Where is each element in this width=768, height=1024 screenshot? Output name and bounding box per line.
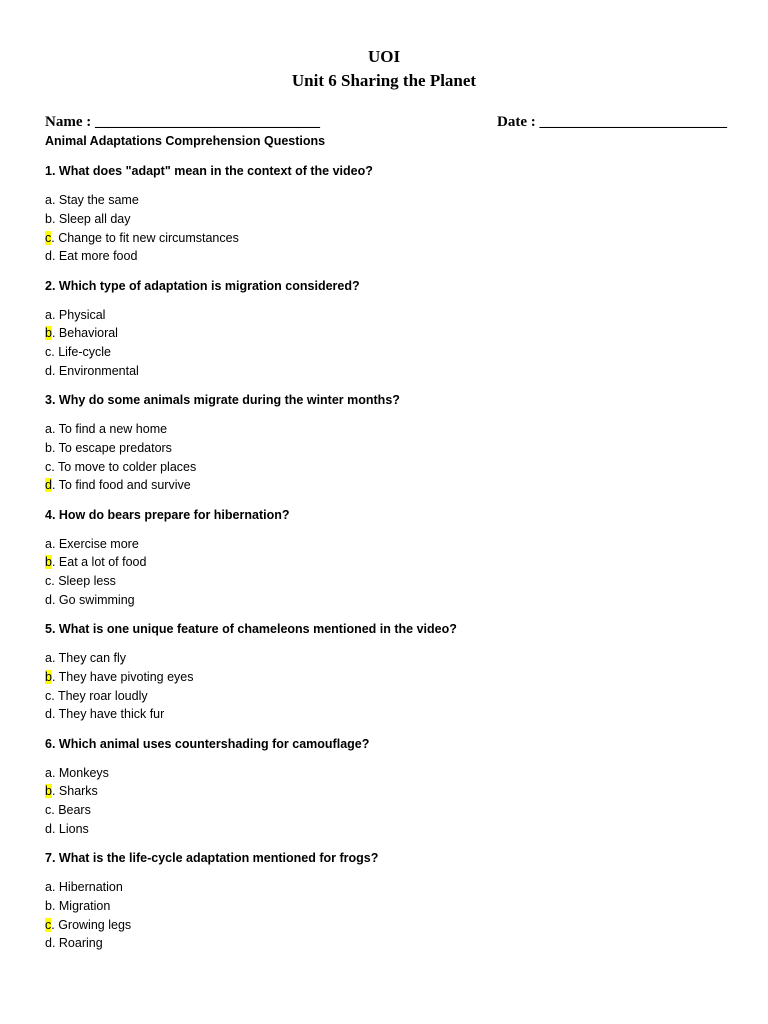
- option-text: . Environmental: [51, 363, 139, 378]
- question-block: [45, 735, 735, 850]
- correct-answer-highlight: d: [45, 478, 52, 493]
- question-text: 1. What does "adapt" mean in the context of the video?: [45, 164, 373, 178]
- correct-answer-highlight: b: [45, 555, 52, 570]
- option-text: . Stay the same: [51, 193, 139, 207]
- question-block: [45, 849, 735, 964]
- answer-option: [45, 553, 735, 572]
- option-letter: b: [45, 440, 52, 455]
- option-text: . Physical: [51, 307, 106, 322]
- option-text: . Behavioral: [51, 326, 118, 341]
- option-text: . Sharks: [51, 784, 98, 799]
- answer-option: [45, 897, 735, 916]
- question-block: [45, 162, 735, 277]
- answer-option: [45, 878, 735, 897]
- worksheet-subtitle: Animal Adaptations Comprehension Questions: [45, 134, 326, 148]
- question-block: [45, 391, 735, 506]
- answer-option: [45, 535, 735, 554]
- answer-option: [45, 191, 735, 210]
- option-letter: c: [45, 803, 52, 818]
- option-letter: c: [45, 688, 52, 703]
- correct-answer-highlight: b: [45, 669, 52, 684]
- answer-option: [45, 420, 735, 439]
- answer-option: [45, 591, 735, 610]
- answer-option: [45, 572, 735, 591]
- option-letter: d: [45, 707, 52, 722]
- option-letter: c: [45, 459, 52, 474]
- correct-answer-highlight: b: [45, 784, 52, 799]
- answer-option: [45, 343, 735, 362]
- option-text: . Exercise more: [51, 536, 139, 551]
- option-text: . Change to fit new circumstances: [51, 230, 239, 245]
- answer-option: [45, 362, 735, 381]
- answer-option: [45, 649, 735, 668]
- option-letter: a: [45, 193, 52, 207]
- answer-option: [45, 458, 735, 477]
- page-title: UOI: [367, 47, 401, 66]
- question-list: [45, 162, 735, 964]
- option-letter: a: [45, 536, 52, 551]
- option-text: . Growing legs: [51, 917, 132, 932]
- option-letter: a: [45, 880, 52, 894]
- name-field: Name : ______________________________: [45, 114, 320, 130]
- question-text: 6. Which animal uses countershading for camouflage?: [45, 736, 370, 751]
- option-text: . Eat more food: [51, 249, 138, 264]
- option-text: . Sleep all day: [51, 211, 131, 226]
- correct-answer-highlight: c: [45, 917, 52, 932]
- question-block: [45, 620, 735, 735]
- question-text: 2. Which type of adaptation is migration considered?: [45, 278, 360, 293]
- option-text: . Roaring: [51, 936, 103, 951]
- answer-option: [45, 916, 735, 935]
- answer-option: [45, 476, 735, 495]
- option-letter: c: [45, 345, 52, 360]
- date-field: Date : _________________________: [497, 114, 727, 130]
- answer-option: [45, 764, 735, 783]
- option-letter: b: [45, 211, 52, 226]
- option-text: . They have pivoting eyes: [51, 669, 194, 684]
- answer-option: [45, 687, 735, 706]
- option-letter: d: [45, 363, 52, 378]
- option-text: . Life-cycle: [51, 345, 111, 360]
- answer-option: [45, 229, 735, 248]
- option-letter: d: [45, 821, 52, 836]
- option-text: . They roar loudly: [51, 688, 148, 703]
- option-text: . Eat a lot of food: [51, 555, 147, 570]
- correct-answer-highlight: c: [45, 230, 52, 245]
- answer-option: [45, 782, 735, 801]
- answer-option: [45, 801, 735, 820]
- answer-option: [45, 324, 735, 343]
- question-text: 3. Why do some animals migrate during the winter months?: [45, 393, 400, 407]
- option-letter: a: [45, 422, 52, 436]
- option-text: . To find a new home: [51, 422, 168, 436]
- option-letter: c: [45, 574, 52, 589]
- answer-option: [45, 934, 735, 953]
- option-text: . They have thick fur: [51, 707, 165, 722]
- question-text: 4. How do bears prepare for hibernation?: [45, 507, 290, 522]
- option-text: . Migration: [51, 898, 111, 913]
- question-text: 7. What is the life-cycle adaptation mentioned for frogs?: [45, 851, 379, 865]
- option-letter: b: [45, 898, 52, 913]
- option-letter: a: [45, 307, 52, 322]
- option-text: . Lions: [51, 821, 89, 836]
- option-letter: d: [45, 936, 52, 951]
- option-letter: a: [45, 651, 52, 665]
- option-text: . Sleep less: [51, 574, 116, 589]
- answer-option: [45, 210, 735, 229]
- answer-option: [45, 247, 735, 266]
- option-text: . To move to colder places: [51, 459, 197, 474]
- option-letter: d: [45, 592, 52, 607]
- option-text: . They can fly: [51, 651, 127, 665]
- unit-title: Unit 6 Sharing the Planet: [291, 71, 477, 90]
- answer-option: [45, 439, 735, 458]
- correct-answer-highlight: b: [45, 326, 52, 341]
- option-text: . Monkeys: [51, 765, 109, 780]
- option-text: . Bears: [51, 803, 91, 818]
- option-letter: d: [45, 249, 52, 264]
- answer-option: [45, 668, 735, 687]
- option-letter: a: [45, 765, 52, 780]
- answer-option: [45, 306, 735, 325]
- question-block: [45, 506, 735, 621]
- option-text: . To find food and survive: [51, 478, 191, 493]
- answer-option: [45, 705, 735, 724]
- option-text: . Go swimming: [51, 592, 135, 607]
- question-block: [45, 277, 735, 392]
- answer-option: [45, 820, 735, 839]
- question-text: 5. What is one unique feature of chameleons mentioned in the video?: [45, 622, 457, 636]
- option-text: . Hibernation: [51, 880, 123, 894]
- option-text: . To escape predators: [51, 440, 172, 455]
